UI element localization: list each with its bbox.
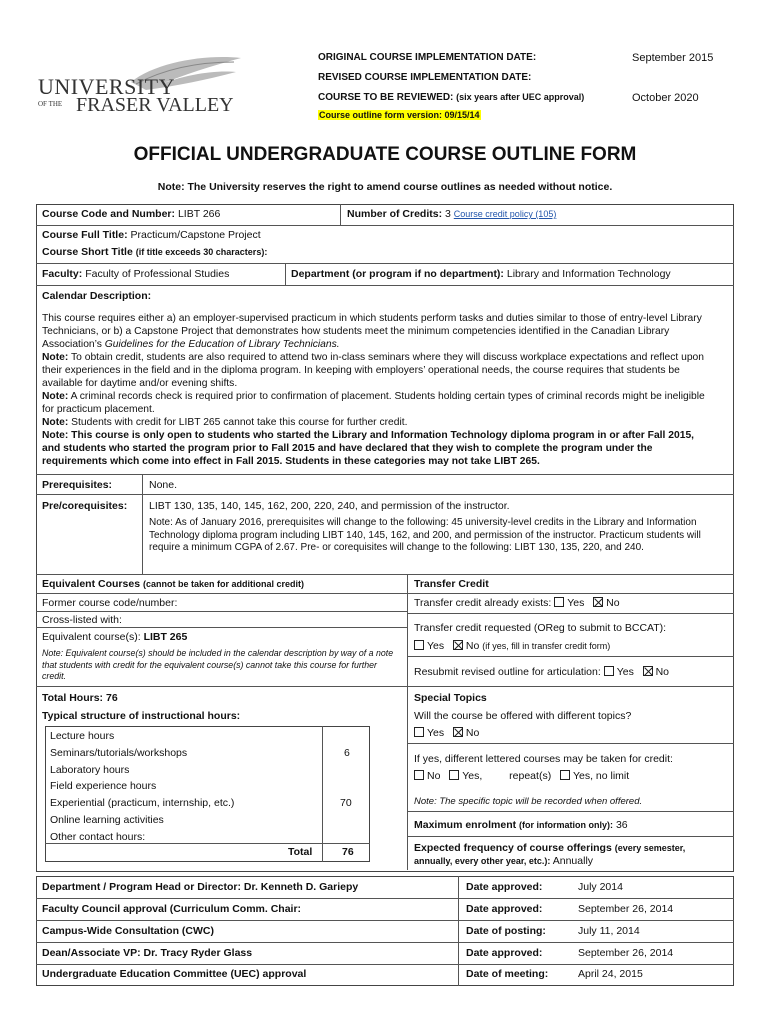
cal-note1-label: Note: bbox=[42, 352, 69, 363]
prereq-label: Prerequisites: bbox=[42, 479, 113, 491]
equiv-label-note: (cannot be taken for additional credit) bbox=[142, 579, 304, 589]
approval-date-label: Date of posting: bbox=[466, 925, 546, 937]
prereq-value: None. bbox=[149, 479, 178, 491]
logo-line2: FRASER VALLEY bbox=[76, 94, 234, 116]
hours-row: Other contact hours: bbox=[50, 830, 146, 843]
review-value: October 2020 bbox=[632, 92, 699, 104]
lettered-yes: Yes, bbox=[462, 770, 483, 782]
university-logo bbox=[36, 52, 246, 122]
transfer-exists bbox=[414, 597, 620, 609]
credits-label: Number of Credits: bbox=[347, 208, 443, 220]
approval-row-label: Department / Program Head or Director: Dr. Kenneth D. Gariepy bbox=[42, 881, 359, 893]
hours-total-row-label: Total bbox=[288, 846, 313, 858]
special-yes: Yes bbox=[427, 727, 445, 739]
calendar-description bbox=[42, 312, 714, 468]
hours-row: Experiential (practicum, internship, etc.) 70 bbox=[50, 797, 352, 810]
logo-line1: UNIVERSITY bbox=[38, 74, 175, 99]
equiv-former: Former course code/number: bbox=[42, 597, 178, 609]
transfer-exists-no-checkbox[interactable] bbox=[593, 597, 603, 607]
form-version: Course outline form version: 09/15/14 bbox=[319, 110, 480, 120]
hours-row: Online learning activities bbox=[50, 813, 164, 826]
special-no-checkbox[interactable] bbox=[453, 727, 463, 737]
enrol-label: Maximum enrolment bbox=[414, 819, 517, 831]
equiv-note: Note: Equivalent course(s) should be included in the calendar description by way of a note that students with credit for the equivalent course(s) cannot take this course for further credit. bbox=[42, 648, 394, 681]
max-enrolment bbox=[414, 819, 628, 831]
transfer-exists-yes: Yes bbox=[567, 597, 585, 609]
total-hours-label: Total Hours: bbox=[42, 692, 104, 704]
cal-note4: Note: This course is only open to students who started the Library and Information Technology diploma program in or after Fall 2015, and students who started the program prior to Fall 2015 and have declared that they wish to complete the program under the requirements which come into effect in Fall 2015. Students in these categories may not take LIBT 265. bbox=[42, 430, 695, 467]
credit-policy-link[interactable]: Course credit policy (105) bbox=[453, 209, 557, 219]
approval-date: July 2014 bbox=[578, 881, 623, 893]
orig-date-value: September 2015 bbox=[632, 52, 714, 64]
lettered-nolimit-checkbox[interactable] bbox=[560, 770, 570, 780]
approval-date-label: Date approved: bbox=[466, 903, 543, 915]
credits-value: 3 bbox=[445, 208, 451, 220]
freq-value: Annually bbox=[552, 855, 594, 867]
precoreq-label: Pre/corequisites: bbox=[42, 500, 128, 512]
approval-date-label: Date approved: bbox=[466, 881, 543, 893]
freq-note: (every semester, annually, every other year, etc.): bbox=[414, 843, 686, 866]
resubmit-no: No bbox=[655, 666, 670, 678]
credits bbox=[347, 208, 556, 220]
short-title-note: (if title exceeds 30 characters): bbox=[135, 247, 268, 257]
short-title-label: Course Short Title bbox=[42, 246, 133, 258]
lettered-no-checkbox[interactable] bbox=[414, 770, 424, 780]
transfer-req-note: (if yes, fill in transfer credit form) bbox=[482, 641, 611, 651]
department bbox=[291, 268, 671, 280]
equiv-courses-label: Equivalent course(s): bbox=[42, 631, 141, 643]
total-hours bbox=[42, 692, 118, 704]
course-code-value: LIBT 266 bbox=[177, 208, 221, 220]
full-title-label: Course Full Title: bbox=[42, 229, 128, 241]
logo-of-the: OF THE bbox=[38, 100, 63, 108]
hours-row: Lecture hours bbox=[50, 730, 115, 742]
special-lettered: If yes, different lettered courses may be taken for credit: bbox=[414, 753, 673, 765]
transfer-req-no-checkbox[interactable] bbox=[453, 640, 463, 650]
page-title: OFFICIAL UNDERGRADUATE COURSE OUTLINE FORM bbox=[133, 144, 637, 165]
special-lettered-options bbox=[414, 770, 629, 782]
special-yes-checkbox[interactable] bbox=[414, 727, 424, 737]
hours-total-row-value: 76 bbox=[342, 846, 354, 858]
resubmit-yes-checkbox[interactable] bbox=[604, 666, 614, 676]
special-question: Will the course be offered with different topics? bbox=[414, 710, 632, 722]
special-topics-label: Special Topics bbox=[414, 692, 487, 704]
hours-rows bbox=[50, 728, 366, 846]
total-hours-value: 76 bbox=[105, 692, 118, 704]
cal-note1: To obtain credit, students are also required to attend two in-class seminars where they will discuss workplace expectations and reflect upon their experiences in the field and in the diploma program. In keeping with employers’ operational needs, the course requires that students be available for daytime and/or evening shifts. bbox=[42, 352, 704, 389]
approval-date-label: Date approved: bbox=[466, 947, 543, 959]
cal-note2: A criminal records check is required prior to confirmation of placement. Students holding certain types of criminal records might be ineligible for practicum placement. bbox=[42, 391, 705, 415]
orig-date-label: ORIGINAL COURSE IMPLEMENTATION DATE: bbox=[318, 52, 537, 63]
transfer-exists-label: Transfer credit already exists: bbox=[414, 597, 552, 609]
transfer-req-yes: Yes bbox=[427, 640, 445, 652]
special-no: No bbox=[465, 727, 480, 739]
transfer-requested: Transfer credit requested (OReg to submit to BCCAT): bbox=[414, 622, 667, 634]
review-note: (six years after UEC approval) bbox=[456, 92, 585, 102]
transfer-exists-no: No bbox=[606, 597, 620, 609]
faculty bbox=[42, 268, 229, 280]
transfer-req-yes-checkbox[interactable] bbox=[414, 640, 424, 650]
course-code bbox=[42, 208, 220, 220]
cal-p1a: This course requires either a) an employer-supervised practicum in which students perform tasks and duties similar to those of entry-level Library Technicians, or b) a Capstone Project that demonstrates how students meet the minimum competencies identified in the Canadian Library Association’s bbox=[42, 313, 702, 350]
course-short-title bbox=[42, 246, 267, 258]
equiv-courses-value: LIBT 265 bbox=[143, 631, 188, 643]
cal-p1b: Guidelines for the Education of Library Technicians. bbox=[104, 339, 340, 350]
transfer-req-no: No bbox=[465, 640, 480, 652]
resubmit-yes: Yes bbox=[616, 666, 634, 678]
approval-row-label: Dean/Associate VP: Dr. Tracy Ryder Glass bbox=[42, 947, 253, 959]
review-label bbox=[318, 92, 584, 103]
approval-date: July 11, 2014 bbox=[578, 925, 640, 937]
enrol-value: 36 bbox=[615, 819, 628, 831]
review-label-text: COURSE TO BE REVIEWED: bbox=[318, 92, 454, 103]
approval-date-label: Date of meeting: bbox=[466, 968, 549, 980]
approval-row-label: Faculty Council approval (Curriculum Comm. Chair: bbox=[42, 903, 302, 915]
cal-note3: Students with credit for LIBT 265 cannot take this course for further credit. bbox=[68, 417, 408, 428]
course-full-title bbox=[42, 229, 261, 241]
expected-frequency bbox=[414, 842, 726, 868]
transfer-requested-options bbox=[414, 640, 610, 652]
approval-row-label: Campus-Wide Consultation (CWC) bbox=[42, 925, 214, 937]
page-note: Note: The University reserves the right to amend course outlines as needed without notice. bbox=[157, 181, 613, 193]
hours-row: Field experience hours bbox=[50, 780, 157, 793]
course-code-label: Course Code and Number: bbox=[42, 208, 176, 220]
resubmit-no-checkbox[interactable] bbox=[643, 666, 653, 676]
transfer-label: Transfer Credit bbox=[414, 578, 489, 590]
approval-date: September 26, 2014 bbox=[578, 903, 674, 915]
precoreq-note: Note: As of January 2016, prerequisites will change to the following: 45 university-level credits in the Library and Information Technology diploma program including LIBT 140, 145, 162, and 200, and permission of the instructor. Practicum students will require a minimum CGPA of 2.67. Pre- or corequisites will change to the following: LIBT 130, 135, 220, and 240. bbox=[149, 517, 701, 553]
typical-structure-label: Typical structure of instructional hours: bbox=[42, 710, 241, 722]
rev-date-label: REVISED COURSE IMPLEMENTATION DATE: bbox=[318, 72, 532, 83]
lettered-repeat: repeat(s) bbox=[509, 770, 552, 782]
lettered-nolimit: Yes, no limit bbox=[572, 770, 630, 782]
equiv-courses bbox=[42, 631, 187, 643]
transfer-resubmit bbox=[414, 666, 669, 678]
hours-row: Seminars/tutorials/workshops 6 bbox=[50, 746, 350, 759]
special-note: Note: The specific topic will be recorded when offered. bbox=[414, 796, 643, 807]
equiv-cross: Cross-listed with: bbox=[42, 614, 122, 626]
freq-label: Expected frequency of course offerings bbox=[414, 842, 612, 854]
faculty-label: Faculty: bbox=[42, 268, 83, 280]
dept-value: Library and Information Technology bbox=[506, 268, 671, 280]
faculty-value: Faculty of Professional Studies bbox=[85, 268, 230, 280]
equiv-heading bbox=[42, 578, 304, 590]
cal-note3-label: Note: bbox=[42, 417, 69, 428]
enrol-note: (for information only): bbox=[519, 820, 614, 830]
hours-row: Laboratory hours bbox=[50, 763, 130, 776]
dept-label: Department (or program if no department): bbox=[291, 268, 504, 280]
full-title-value: Practicum/Capstone Project bbox=[130, 229, 261, 241]
approval-date: April 24, 2015 bbox=[578, 968, 643, 980]
approval-date: September 26, 2014 bbox=[578, 947, 674, 959]
lettered-no: No bbox=[427, 770, 441, 782]
calendar-label: Calendar Description: bbox=[42, 290, 152, 302]
cal-note2-label: Note: bbox=[42, 391, 69, 402]
equiv-label: Equivalent Courses bbox=[42, 578, 141, 590]
approval-row-label: Undergraduate Education Committee (UEC) approval bbox=[42, 968, 307, 980]
transfer-exists-yes-checkbox[interactable] bbox=[554, 597, 564, 607]
special-yesno bbox=[414, 727, 479, 739]
transfer-resubmit-label: Resubmit revised outline for articulation: bbox=[414, 666, 601, 678]
precoreq-value: LIBT 130, 135, 140, 145, 162, 200, 220, 240, and permission of the instructor. bbox=[149, 500, 510, 512]
lettered-yes-checkbox[interactable] bbox=[449, 770, 459, 780]
